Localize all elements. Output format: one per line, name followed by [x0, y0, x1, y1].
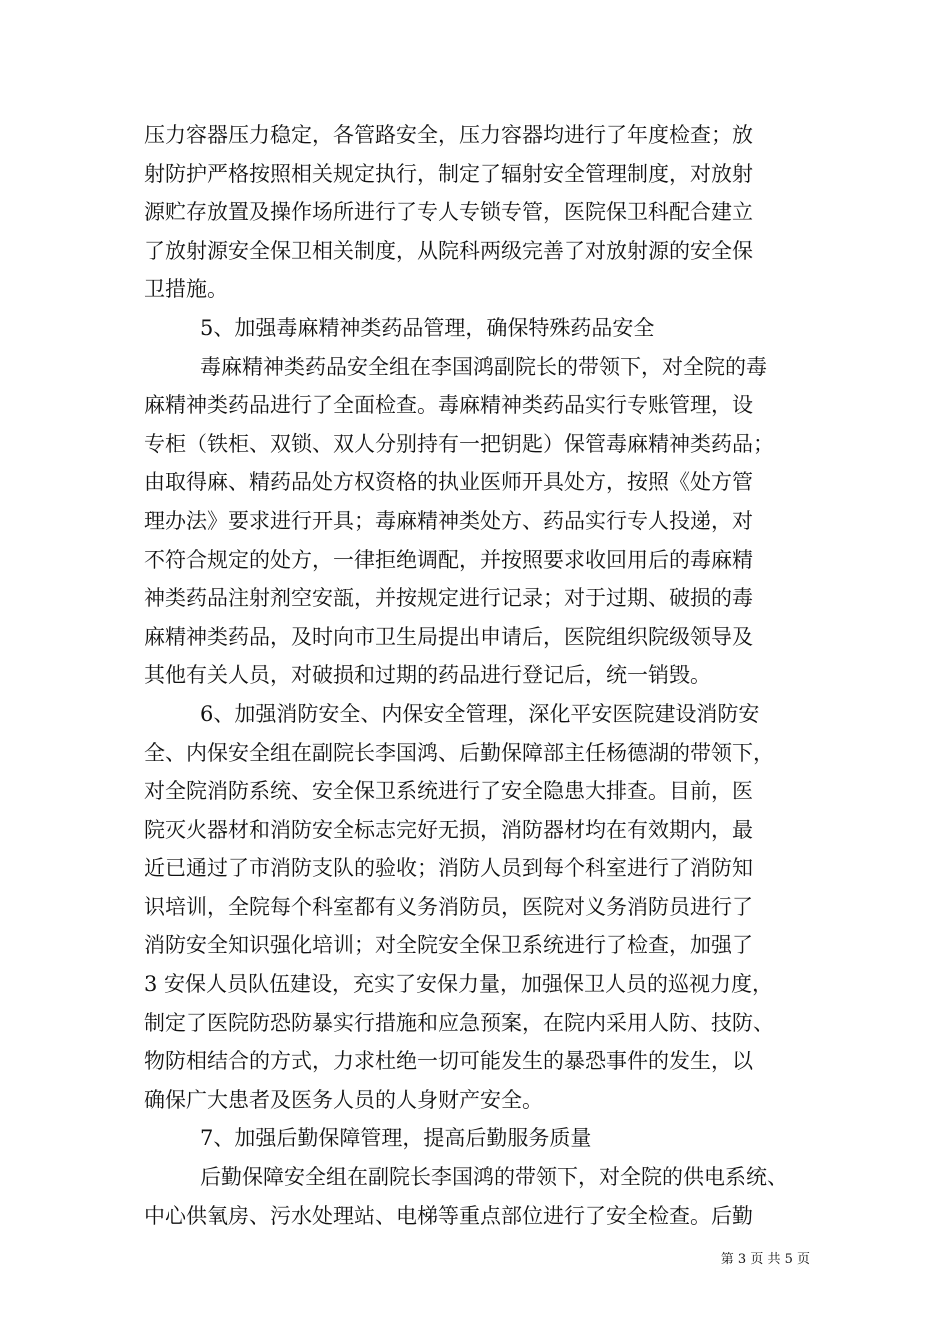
text-line: 射防护严格按照相关规定执行，制定了辐射安全管理制度，对放射 — [144, 161, 753, 186]
text-line: 识培训，全院每个科室都有义务消防员，医院对义务消防员进行了 — [144, 894, 753, 919]
text-line: 5、加强毒麻精神类药品管理，确保特殊药品安全 — [200, 315, 655, 340]
text-line: 制定了医院防恐防暴实行措施和应急预案，在院内采用人防、技防、 — [144, 1010, 774, 1035]
text-line: 专柜（铁柜、双锁、双人分别持有一把钥匙）保管毒麻精神类药品； — [144, 431, 774, 456]
text-line: 院灭火器材和消防安全标志完好无损，消防器材均在有效期内，最 — [144, 817, 753, 842]
text-line: 7、加强后勤保障管理，提高后勤服务质量 — [200, 1126, 592, 1151]
text-line: 确保广大患者及医务人员的人身财产安全。 — [144, 1087, 543, 1112]
text-line: 对全院消防系统、安全保卫系统进行了安全隐患大排查。目前，医 — [144, 779, 753, 804]
text-line: 物防相结合的方式，力求杜绝一切可能发生的暴恐事件的发生，以 — [144, 1049, 753, 1074]
text-line: 全、内保安全组在副院长李国鸿、后勤保障部主任杨德湖的带领下， — [144, 740, 774, 765]
text-line: 6、加强消防安全、内保安全管理，深化平安医院建设消防安 — [200, 701, 760, 726]
page-number: 第 3 页 共 5 页 — [720, 1252, 810, 1267]
text-line: 近已通过了市消防支队的验收；消防人员到每个科室进行了消防知 — [144, 856, 753, 881]
text-line: 由取得麻、精药品处方权资格的执业医师开具处方，按照《处方管 — [144, 470, 753, 495]
text-line: 不符合规定的处方，一律拒绝调配，并按照要求收回用后的毒麻精 — [144, 547, 753, 572]
text-line: 3 安保人员队伍建设，充实了安保力量，加强保卫人员的巡视力度， — [144, 972, 774, 997]
text-line: 压力容器压力稳定，各管路安全，压力容器均进行了年度检查；放 — [144, 123, 753, 147]
text-line: 麻精神类药品进行了全面检查。毒麻精神类药品实行专账管理，设 — [144, 393, 753, 418]
text-line: 中心供氧房、污水处理站、电梯等重点部位进行了安全检查。后勤 — [144, 1203, 753, 1228]
text-line: 理办法》要求进行开具；毒麻精神类处方、药品实行专人投递，对 — [144, 508, 753, 533]
text-line: 神类药品注射剂空安瓿，并按规定进行记录；对于过期、破损的毒 — [144, 586, 753, 611]
text-line: 毒麻精神类药品安全组在李国鸿副院长的带领下，对全院的毒 — [200, 354, 767, 379]
text-line: 源贮存放置及操作场所进行了专人专锁专管，医院保卫科配合建立 — [144, 200, 753, 225]
text-line: 卫措施。 — [144, 277, 228, 302]
body-text — [144, 116, 814, 1235]
text-line: 了放射源安全保卫相关制度，从院科两级完善了对放射源的安全保 — [144, 238, 753, 263]
text-line: 其他有关人员，对破损和过期的药品进行登记后，统一销毁。 — [144, 663, 711, 688]
text-line: 麻精神类药品，及时向市卫生局提出申请后，医院组织院级领导及 — [144, 624, 753, 649]
text-line: 后勤保障安全组在副院长李国鸿的带领下，对全院的供电系统、 — [200, 1165, 788, 1190]
text-line: 消防安全知识强化培训；对全院安全保卫系统进行了检查，加强了 — [144, 933, 753, 958]
